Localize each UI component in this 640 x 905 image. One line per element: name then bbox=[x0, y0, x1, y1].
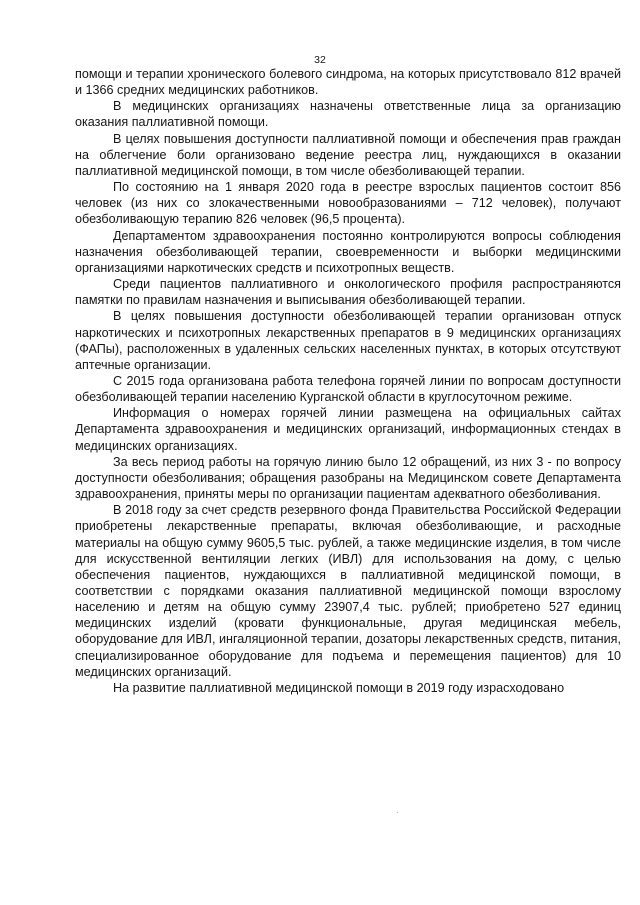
paragraph-department-control: Департаментом здравоохранения постоянно контролируются вопросы соблюдения назначения обезболивающей терапии, своевременности и выборки медицинскими организациями наркотических средств и психотропных веществ. bbox=[75, 228, 621, 275]
paragraph-drug-dispensing: В целях повышения доступности обезболивающей терапии организован отпуск наркотических и психотропных лекарственных препаратов в 9 медицинских организациях (ФАПы), расположенных в удаленных сельских населенных пунктах, в которых отсутствуют аптечные организации. bbox=[75, 309, 621, 372]
page-number: 32 bbox=[314, 54, 326, 66]
paragraph-memos: Среди пациентов паллиативного и онкологического профиля распространяются памятки по правилам назначения и выписывания обезболивающей терапии. bbox=[75, 277, 621, 308]
paragraph-hotline: С 2015 года организована работа телефона горячей линии по вопросам доступности обезболивающей терапии населению Курганской области в круглосуточном режиме. bbox=[75, 373, 621, 405]
paragraph-reserve-fund: В 2018 году за счет средств резервного фонда Правительства Российской Федерации приобретены лекарственные препараты, включая обезболивающие, и расходные материалы на общую сумму 9605,5 тыс. рублей, а также медицинские изделия, в том числе для искусственной вентиляции легких (ИВЛ) для использования на дому, с целью обеспечения пациентов, нуждающихся в паллиативной медицинской помощи, в соответствии с порядками оказания паллиативной медицинской помощи взрослому населению и детям на общую сумму 23907,4 тыс. рублей; приобретено 527 единиц медицинских изделий (кровати функциональные, другая медицинская мебель, оборудование для ИВЛ, ингаляционной терапии, дозаторы лекарственных средств, питания, специализированное оборудование для подъема и перемещения пациентов) для 10 медицинских организаций. bbox=[75, 503, 621, 679]
scan-artifact bbox=[397, 812, 398, 813]
document-body bbox=[75, 66, 621, 696]
paragraph-continuation: помощи и терапии хронического болевого синдрома, на которых присутствовало 812 врачей и 1366 средних медицинских работников. bbox=[75, 67, 621, 98]
paragraph-registry: В целях повышения доступности паллиативной помощи и обеспечения прав граждан на облегчение боли организовано ведение реестра лиц, нуждающихся в оказании паллиативной медицинской помощи, в том числе обезболивающей терапии. bbox=[75, 131, 621, 178]
paragraph-hotline-info: Информация о номерах горячей линии размещена на официальных сайтах Департамента здравоохранения и медицинских организаций, информационных стендах в медицинских организациях. bbox=[75, 406, 621, 453]
paragraph-responsible-persons: В медицинских организациях назначены ответственные лица за организацию оказания паллиативной помощи. bbox=[75, 99, 621, 130]
paragraph-2019-spending: На развитие паллиативной медицинской помощи в 2019 году израсходовано bbox=[113, 680, 565, 695]
paragraph-hotline-requests: За весь период работы на горячую линию было 12 обращений, из них 3 - по вопросу доступности обезболивания; обращения разобраны на Медицинском совете Департамента здравоохранения, приняты меры по организации пациентам адекватного обезболивания. bbox=[75, 454, 621, 502]
paragraph-registry-status: По состоянию на 1 января 2020 года в реестре взрослых пациентов состоит 856 человек (из них со злокачественными новообразованиями – 712 человек), получают обезболивающую терапию 826 человек (96,5 процента). bbox=[75, 180, 621, 227]
